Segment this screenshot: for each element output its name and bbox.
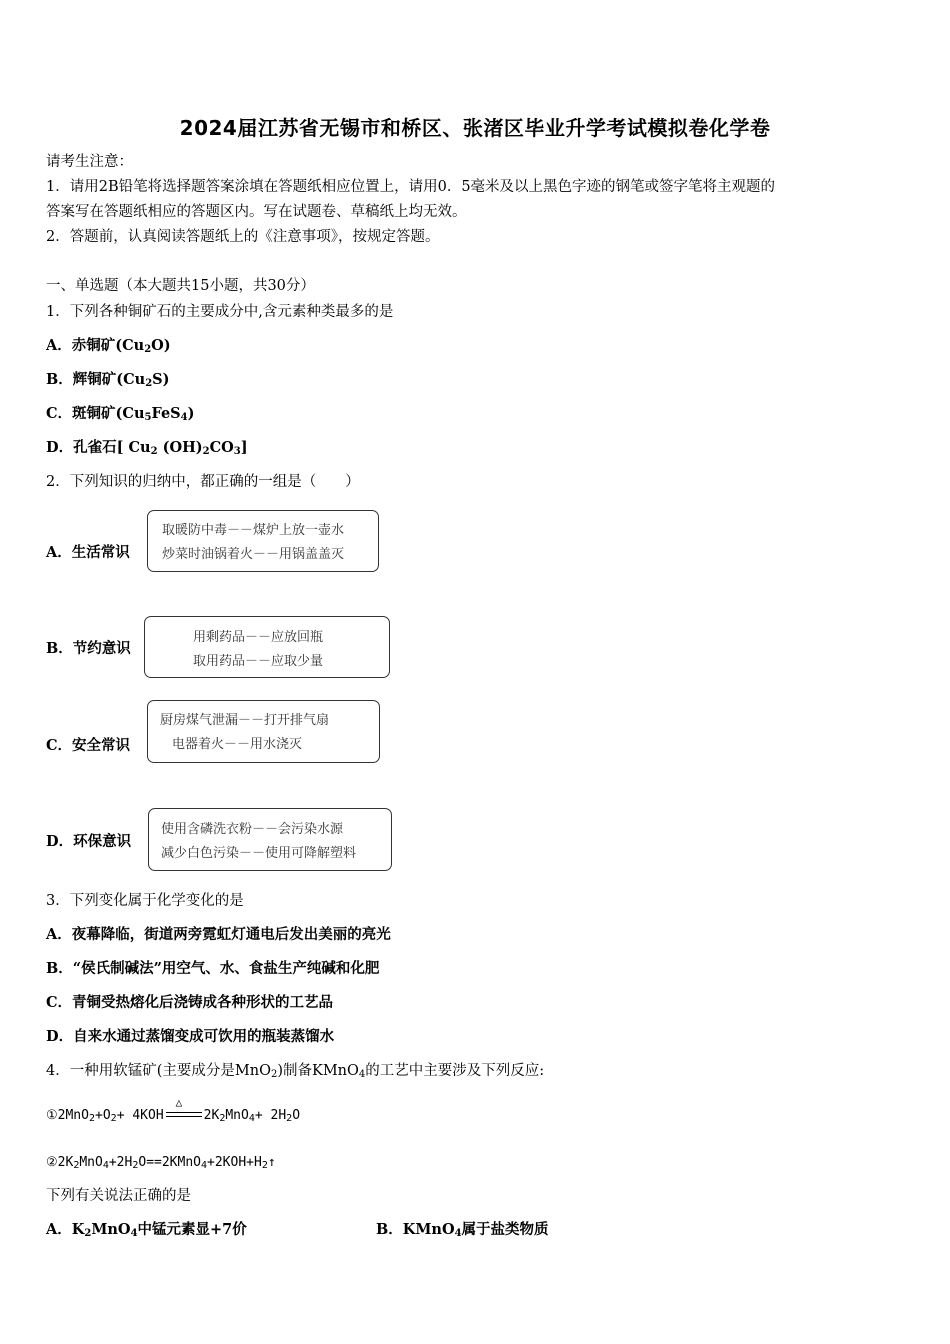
q2-d-box-line-1: 使用含磷洗衣粉－－会污染水源 xyxy=(161,822,344,837)
q2-b-box-line-1: 用剩药品－－应放回瓶 xyxy=(193,630,324,645)
q4-option-a[interactable]: A．$K_2MnO_4$中锰元素显+7价 xyxy=(46,1221,247,1239)
q2-d-box-line-2: 减少白色污染－－使用可降解塑料 xyxy=(161,846,357,861)
q2-option-a-box xyxy=(147,510,379,572)
q2-stem: 2．下列知识的归纳中，都正确的一组是（ ） xyxy=(46,474,360,490)
notice-heading: 请考生注意： xyxy=(46,154,133,170)
q2-option-b[interactable]: B．节约意识 xyxy=(46,640,131,657)
q1-option-b[interactable]: B．辉铜矿$(Cu_2S)$ xyxy=(46,371,170,389)
heat-condition-icon: △ xyxy=(175,1096,183,1109)
q3-option-b[interactable]: B．“侯氏制碱法”用空气、水、食盐生产纯碱和化肥 xyxy=(46,960,380,977)
q2-a-box-line-1: 取暖防中毒－－煤炉上放一壶水 xyxy=(162,523,345,538)
q4-option-b[interactable]: B．KMnO$_4$属于盐类物质 xyxy=(376,1221,549,1239)
section-heading: 一、单选题（本大题共15小题，共30分） xyxy=(46,278,315,294)
q4-reaction-2: $②2K_2MnO_4+2H_2O==2KMnO_4+2KOH+H_2↑$ xyxy=(46,1155,276,1171)
q4-ask: 下列有关说法正确的是 xyxy=(46,1188,191,1204)
q2-option-c[interactable]: C．安全常识 xyxy=(46,737,131,754)
q1-option-c[interactable]: C．斑铜矿$(Cu_5FeS_4)$ xyxy=(46,405,195,423)
q2-option-b-box xyxy=(144,616,390,678)
notice-line-1: 1．请用2B铅笔将选择题答案涂填在答题纸相应位置上，请用0．5毫米及以上黑色字迹的钢笔或签字笔将主观题的 xyxy=(46,179,776,195)
q2-option-c-box xyxy=(147,700,380,763)
q2-option-d-box xyxy=(148,808,392,871)
q2-c-box-line-1: 厨房煤气泄漏－－打开排气扇 xyxy=(160,713,330,728)
notice-line-1b: 答案写在答题纸相应的答题区内。写在试题卷、草稿纸上均无效。 xyxy=(46,204,467,220)
q4-reaction-1: $①2MnO_2+O_2+ 4KOH$ △ $2K_2MnO_4+ 2H_2O$ xyxy=(46,1106,300,1126)
q1-option-a[interactable]: A．赤铜矿$(Cu_2O)$ xyxy=(46,337,171,355)
q3-option-d[interactable]: D．自来水通过蒸馏变成可饮用的瓶装蒸馏水 xyxy=(46,1028,335,1045)
q1-option-d[interactable]: D．孔雀石[ $Cu_2$ $(OH)_2CO_3$] xyxy=(46,439,248,457)
notice-line-2: 2．答题前，认真阅读答题纸上的《注意事项》，按规定答题。 xyxy=(46,229,440,245)
q3-option-a[interactable]: A．夜幕降临，街道两旁霓虹灯通电后发出美丽的亮光 xyxy=(46,926,391,943)
q2-b-box-line-2: 取用药品－－应取少量 xyxy=(193,654,324,669)
q2-a-box-line-2: 炒菜时油锅着火－－用锅盖盖灭 xyxy=(162,547,345,562)
page-title: 2024届江苏省无锡市和桥区、张渚区毕业升学考试模拟卷化学卷 xyxy=(179,116,771,140)
gas-arrow-icon: ↑ xyxy=(267,1155,276,1170)
q2-option-a[interactable]: A．生活常识 xyxy=(46,544,130,561)
q2-option-d[interactable]: D．环保意识 xyxy=(46,833,132,850)
q1-stem: 1．下列各种铜矿石的主要成分中,含元素种类最多的是 xyxy=(46,304,394,320)
q3-stem: 3．下列变化属于化学变化的是 xyxy=(46,893,244,909)
q4-stem: 4．一种用软锰矿(主要成分是MnO$_2$)制备KMnO$_4$的工艺中主要涉及下列反应: xyxy=(46,1063,545,1080)
q3-option-c[interactable]: C．青铜受热熔化后浇铸成各种形状的工艺品 xyxy=(46,994,334,1011)
q2-c-box-line-2: 电器着火－－用水浇灭 xyxy=(172,737,303,752)
